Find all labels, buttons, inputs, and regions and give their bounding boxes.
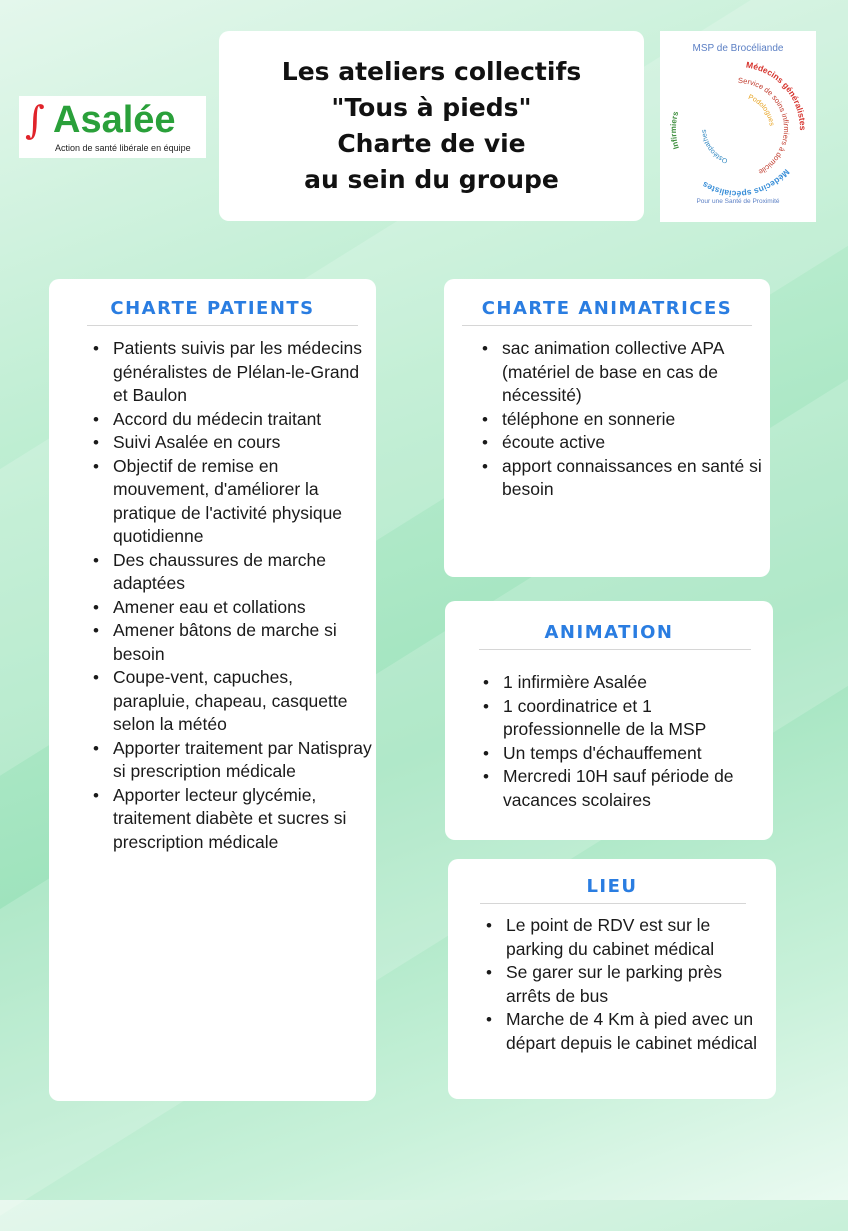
- list-item: • écoute active: [476, 431, 764, 455]
- list-item: • apport connaissances en santé si besoin: [476, 455, 764, 502]
- list-item: • 1 coordinatrice et 1 professionnelle de la MSP: [477, 695, 767, 742]
- list-item: • Patients suivis par les médecins généralistes de Plélan-le-Grand et Baulon: [87, 337, 372, 408]
- msp-ring-in-2: Ostéopathes: [700, 129, 729, 165]
- divider: [87, 325, 358, 326]
- msp-ring-mid: Service de soins infirmiers à domicile: [737, 75, 791, 177]
- title-line: Charte de vie: [337, 129, 526, 158]
- list-item: • Le point de RDV est sur le parking du cabinet médical: [480, 914, 770, 961]
- charte-patients-card: [49, 279, 376, 1101]
- charte-animatrices-card: [444, 279, 770, 577]
- list-item: • Suivi Asalée en cours: [87, 431, 372, 455]
- msp-ring-in: Podologues: [747, 93, 775, 127]
- animation-list: [477, 671, 767, 812]
- divider: [480, 903, 746, 904]
- list-item: • Amener eau et collations: [87, 596, 372, 620]
- asalee-logo-name: Asalée: [53, 99, 176, 141]
- asalee-logo-tagline: Action de santé libérale en équipe: [55, 143, 191, 153]
- msp-logo-title: MSP de Brocéliande: [692, 43, 784, 54]
- list-item: • Se garer sur le parking près arrêts de bus: [480, 961, 770, 1008]
- header-card: [219, 31, 644, 221]
- section-title: LIEU: [586, 876, 638, 897]
- asalee-logo: [19, 96, 206, 158]
- msp-logo-footer: Pour une Santé de Proximité: [696, 198, 780, 205]
- list-item: • sac animation collective APA (matériel de base en cas de nécessité): [476, 337, 764, 408]
- msp-logo-graphic: [660, 31, 816, 222]
- list-item: • Un temps d'échauffement: [477, 742, 767, 766]
- list-item: • Amener bâtons de marche si besoin: [87, 619, 372, 666]
- title-line: au sein du groupe: [304, 165, 559, 194]
- section-title: CHARTE ANIMATRICES: [481, 298, 733, 319]
- list-item: • Apporter traitement par Natispray si prescription médicale: [87, 737, 372, 784]
- msp-ring-outer-3: Infirmiers: [668, 110, 681, 151]
- list-item: • Accord du médecin traitant: [87, 408, 372, 432]
- divider: [479, 649, 751, 650]
- patients-list: [87, 337, 372, 854]
- animation-card: [445, 601, 773, 840]
- title-line: "Tous à pieds": [331, 93, 532, 122]
- list-item: • Coupe-vent, capuches, parapluie, chapeau, casquette selon la météo: [87, 666, 372, 737]
- lieu-list: [480, 914, 770, 1055]
- divider: [462, 325, 752, 326]
- page-title: [282, 54, 581, 198]
- list-item: • Marche de 4 Km à pied avec un départ depuis le cabinet médical: [480, 1008, 770, 1055]
- section-title: ANIMATION: [544, 622, 674, 643]
- msp-ring-outer: Médecins généralistes: [745, 59, 808, 131]
- list-item: • Mercredi 10H sauf période de vacances scolaires: [477, 765, 767, 812]
- asalee-logo-mark: ∫: [25, 98, 45, 142]
- msp-logo: [660, 31, 816, 222]
- animatrices-list: [476, 337, 764, 502]
- list-item: • Objectif de remise en mouvement, d'améliorer la pratique de l'activité physique quotidienne: [87, 455, 372, 549]
- section-title: CHARTE PATIENTS: [110, 298, 315, 319]
- list-item: • Apporter lecteur glycémie, traitement diabète et sucres si prescription médicale: [87, 784, 372, 855]
- lieu-card: [448, 859, 776, 1099]
- list-item: • Des chaussures de marche adaptées: [87, 549, 372, 596]
- title-line: Les ateliers collectifs: [281, 57, 582, 86]
- msp-ring-outer-2: Médecins spécialistes: [700, 167, 792, 200]
- list-item: • 1 infirmière Asalée: [477, 671, 767, 695]
- list-item: • téléphone en sonnerie: [476, 408, 764, 432]
